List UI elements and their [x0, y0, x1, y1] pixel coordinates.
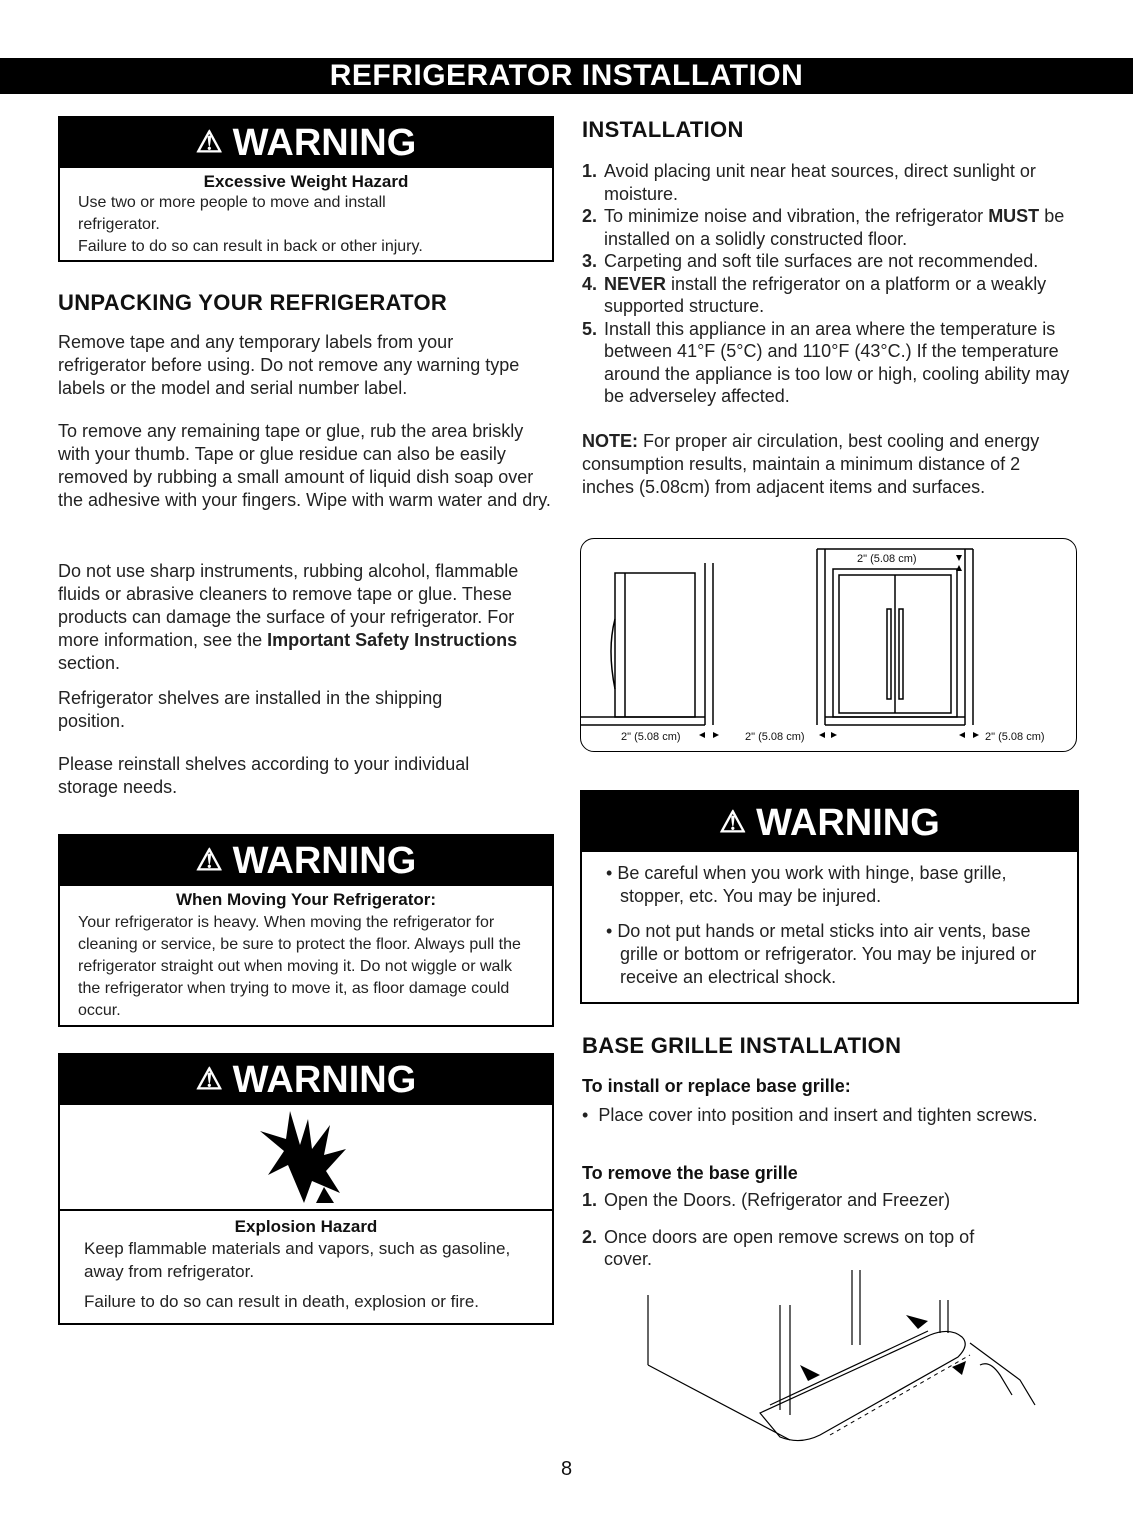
important-safety-link: Important Safety Instructions [267, 630, 518, 650]
unpacking-paragraph: Remove tape and any temporary labels from your refrigerator before using. Do not remove any warning type labels or the model and serial number label. [58, 332, 520, 398]
warning-triangle-icon: ⚠ [195, 844, 223, 877]
clearance-diagram [580, 538, 1077, 752]
install-label: To install or replace base grille: [582, 1076, 851, 1096]
remove-label: To remove the base grille [582, 1163, 798, 1183]
warning-triangle-icon: ⚠ [195, 1063, 223, 1096]
list-item: 1. Open the Doors. (Refrigerator and Freezer) [582, 1190, 951, 1210]
warning-bullet: • Be careful when you work with hinge, base grille, stopper, etc. You may be injured. [606, 863, 1007, 906]
warning-header: ⚠ WARNING [582, 792, 1077, 852]
warning-text: Keep flammable materials and vapors, such as gasoline, away from refrigerator. [84, 1239, 511, 1281]
unpacking-paragraph: Do not use sharp instruments, rubbing alcohol, flammable fluids or abrasive cleaners to remove tape or glue. These products can damage the surface of your refrigerator. For more information, see the Important Safety Instructions section. [58, 561, 519, 673]
warning-line: Failure to do so can result in back or other injury. [78, 238, 423, 255]
warning-box-hinge [580, 790, 1079, 1004]
warning-line: Use two or more people to move and install [78, 194, 386, 211]
list-item: 3. Carpeting and soft tile surfaces are not recommended. [582, 251, 1039, 271]
dimension-label: 2" (5.08 cm) [857, 553, 917, 565]
unpacking-heading: UNPACKING YOUR REFRIGERATOR [58, 290, 448, 315]
warning-header [60, 118, 552, 168]
warning-subtitle: Excessive Weight Hazard [203, 172, 409, 191]
warning-box-weight [58, 116, 554, 262]
warning-triangle-icon: ⚠ [719, 806, 747, 839]
unpacking-paragraph: Refrigerator shelves are installed in the shipping position. [58, 688, 443, 731]
warning-subtitle: When Moving Your Refrigerator: [175, 890, 437, 909]
warning-box-moving [58, 834, 554, 1027]
base-grille-illustration [640, 1265, 1040, 1450]
warning-bullet: • Do not put hands or metal sticks into air vents, base grille or bottom or refrigerator. You may be injured or receive an electrical shock. [606, 921, 1037, 987]
base-grille-heading: BASE GRILLE INSTALLATION [582, 1033, 902, 1058]
list-item: 4. NEVER install the refrigerator on a platform or a weakly supported structure. [582, 273, 1047, 316]
explosion-icon [60, 1105, 552, 1211]
warning-text: Failure to do so can result in death, explosion or fire. [84, 1292, 479, 1311]
page-banner: REFRIGERATOR INSTALLATION [0, 58, 1133, 94]
list-item: 2. Once doors are open remove screws on top of cover. [582, 1226, 975, 1269]
installation-list [582, 160, 1082, 408]
list-item: 2. To minimize noise and vibration, the refrigerator MUST be installed on a solidly constructed floor. [582, 206, 1065, 249]
warning-line: refrigerator. [78, 216, 160, 233]
warning-label: WARNING [232, 122, 417, 164]
installation-note: NOTE: For proper air circulation, best cooling and energy consumption results, maintain a minimum distance of 2 inches (5.08cm) from adjacent items and surfaces. [582, 431, 1040, 497]
remove-steps [582, 1189, 1002, 1271]
dimension-label: 2" (5.08 cm) [745, 731, 805, 743]
warning-header: ⚠ WARNING [60, 836, 552, 886]
warning-box-explosion [58, 1053, 554, 1325]
installation-heading: INSTALLATION [582, 117, 744, 142]
install-bullet: • Place cover into position and insert and tighten screws. [582, 1105, 1038, 1125]
unpacking-paragraph: Please reinstall shelves according to your individual storage needs. [58, 754, 470, 797]
dimension-label: 2" (5.08 cm) [985, 731, 1045, 743]
note-label: NOTE: [582, 431, 638, 451]
list-item: 5. Install this appliance in an area where the temperature is between 41°F (5°C) and 110°F (43°C.) If the temperature around the appliance is too low or high, cooling ability may be adverseley affected. [582, 318, 1070, 406]
list-item: 1. Avoid placing unit near heat sources, direct sunlight or moisture. [582, 161, 1036, 204]
warning-header: ⚠ WARNING [60, 1055, 552, 1105]
warning-text: Your refrigerator is heavy. When moving the refrigerator for cleaning or service, be sure to protect the floor. Always pull the refrigerator straight out when moving it. Do not wiggle or walk the refrigerator when trying to move it, as floor damage could occur. [78, 914, 521, 1019]
warning-subtitle: Explosion Hazard [234, 1217, 378, 1236]
dimension-label: 2" (5.08 cm) [621, 731, 681, 743]
unpacking-paragraph: To remove any remaining tape or glue, rub the area briskly with your thumb. Tape or glue residue can also be easily removed by rubbing a small amount of liquid dish soap over the adhesive with your fingers. Wipe with warm water and dry. [58, 421, 551, 510]
page-number: 8 [560, 1458, 573, 1480]
warning-triangle-icon: ⚠ [195, 126, 223, 159]
